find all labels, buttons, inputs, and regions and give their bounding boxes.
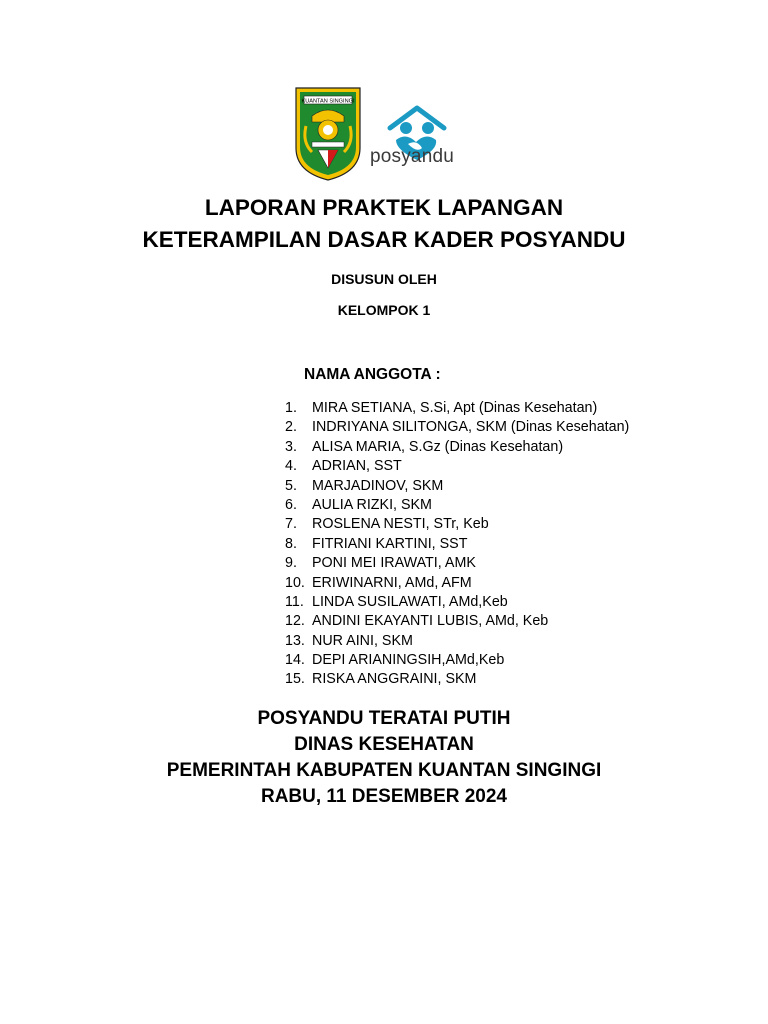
list-number: 15. (285, 671, 305, 688)
list-item (285, 632, 629, 651)
member-name: FITRIANI KARTINI, SST (312, 535, 468, 552)
footer-government: PEMERINTAH KABUPATEN KUANTAN SINGINGI (166, 760, 602, 781)
member-name: INDRIYANA SILITONGA, SKM (Dinas Kesehatan) (312, 419, 630, 436)
list-number: 7. (285, 516, 297, 533)
member-name: ERIWINARNI, AMd, AFM (312, 574, 472, 591)
list-item (285, 612, 629, 631)
list-item (285, 438, 629, 457)
list-number: 9. (285, 555, 297, 572)
report-title-line-1: LAPORAN PRAKTEK LAPANGAN (204, 195, 564, 220)
footer-date: RABU, 11 DESEMBER 2024 (260, 786, 508, 807)
list-item (285, 593, 629, 612)
member-name: ADRIAN, SST (312, 458, 402, 475)
kuantan-singingi-crest-icon (294, 86, 362, 182)
list-number: 8. (285, 535, 297, 552)
list-number: 14. (285, 652, 305, 669)
member-name: ROSLENA NESTI, STr, Keb (312, 516, 489, 533)
list-item (285, 399, 629, 418)
list-number: 11. (285, 593, 304, 610)
member-name: DEPI ARIANINGSIH,AMd,Keb (312, 652, 505, 669)
posyandu-label: posyandu (370, 146, 455, 167)
members-heading: NAMA ANGGOTA : (304, 366, 441, 383)
list-item (285, 554, 629, 573)
member-name: PONI MEI IRAWATI, AMK (312, 555, 476, 572)
list-number: 4. (285, 458, 297, 475)
list-item (285, 670, 629, 689)
member-name: MARJADINOV, SKM (312, 477, 444, 494)
report-title-line-2: KETERAMPILAN DASAR KADER POSYANDU (142, 227, 626, 252)
crest-label: KUANTAN SINGINGI (301, 98, 355, 105)
member-name: RISKA ANGGRAINI, SKM (312, 671, 477, 688)
member-name: ALISA MARIA, S.Gz (Dinas Kesehatan) (312, 438, 564, 455)
list-number: 3. (285, 438, 297, 455)
list-item (285, 535, 629, 554)
footer-posyandu-name: POSYANDU TERATAI PUTIH (257, 708, 511, 729)
footer-department: DINAS KESEHATAN (294, 734, 474, 755)
group-label: KELOMPOK 1 (337, 302, 431, 318)
list-number: 1. (285, 400, 297, 416)
list-number: 12. (285, 613, 305, 630)
list-number: 13. (285, 632, 305, 649)
member-name: MIRA SETIANA, S.Si, Apt (Dinas Kesehatan) (312, 400, 598, 416)
compiled-by-label: DISUSUN OLEH (331, 271, 437, 287)
list-item (285, 418, 629, 437)
list-item (285, 457, 629, 476)
list-number: 6. (285, 496, 297, 513)
list-number: 10. (285, 574, 305, 591)
list-number: 5. (285, 477, 297, 494)
logo-group (294, 86, 474, 182)
list-item (285, 515, 629, 534)
list-item (285, 477, 629, 496)
member-name: NUR AINI, SKM (312, 632, 413, 649)
member-name: AULIA RIZKI, SKM (312, 496, 432, 513)
members-list (285, 399, 629, 690)
list-item (285, 574, 629, 593)
list-item (285, 496, 629, 515)
list-item (285, 651, 629, 670)
member-name: ANDINI EKAYANTI LUBIS, AMd, Keb (312, 613, 549, 630)
list-number: 2. (285, 419, 297, 436)
member-name: LINDA SUSILAWATI, AMd,Keb (312, 593, 508, 610)
